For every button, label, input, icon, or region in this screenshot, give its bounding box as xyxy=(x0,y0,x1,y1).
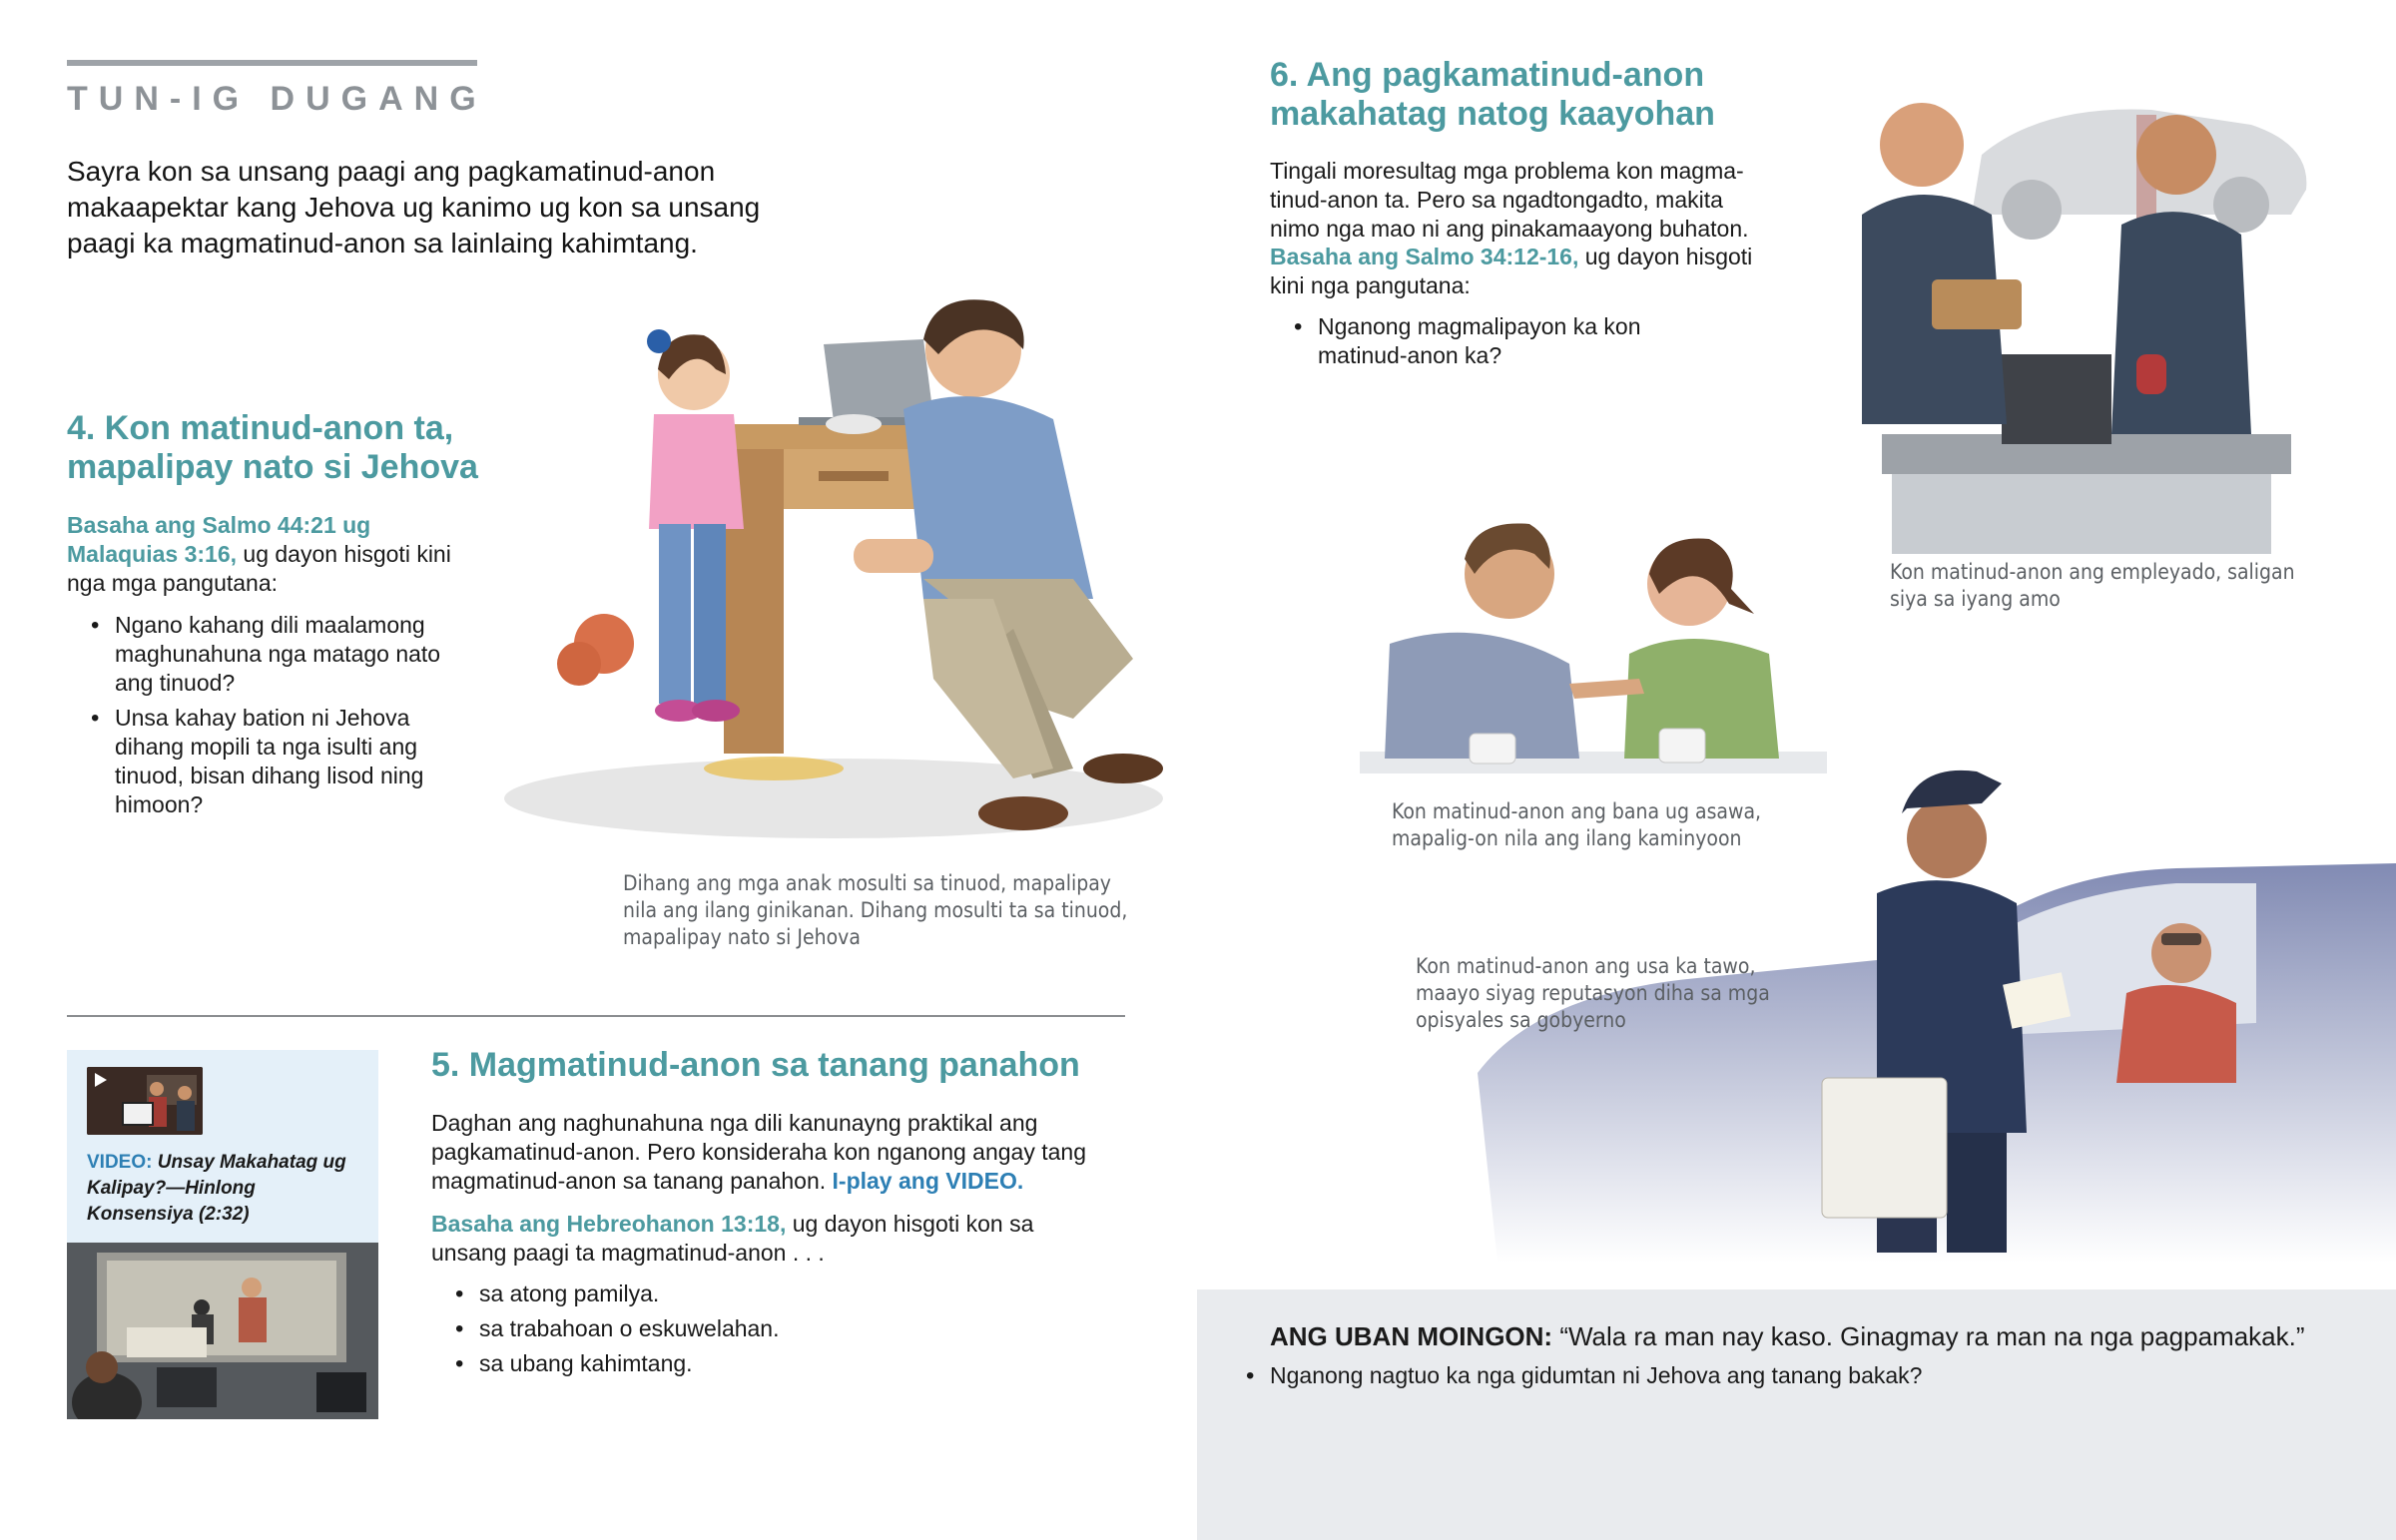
video-thumbnail-svg xyxy=(87,1067,203,1135)
couple-caption: Kon matinud-anon ang bana ug asawa, mapalig-on nila ang ilang kaminyoon xyxy=(1392,799,1762,850)
section-4-caption: Dihang ang mga anak mosulti sa tinuod, mapalipay nila ang ilang ginikanan. Dihang mosulti ta sa tinuod, mapalipay nato si Jehova xyxy=(623,871,1128,949)
section-5-title: 5. Magmatinud-anon sa tanang panahon xyxy=(431,1046,1080,1084)
section-4-scripture-link[interactable]: Basaha ang Salmo 44:21 ug Malaquias 3:16, xyxy=(67,512,371,567)
header-rule xyxy=(67,60,477,66)
intro-paragraph: Sayra kon sa unsang paagi ang pagkamatinud-anon makaapektar kang Jehova ug kanimo ug kon sa unsang paagi ka magmatinud-anon sa lainlaing kahimtang. xyxy=(67,156,761,258)
section-6-scripture-link[interactable]: Basaha ang Salmo 34:12-16, xyxy=(1270,244,1579,269)
section-5-reading xyxy=(431,1210,1070,1268)
couple-svg xyxy=(1360,514,1827,778)
section-5-item: • sa trabahoan o eskuwelahan. xyxy=(431,1314,930,1343)
section-6-questions xyxy=(1270,312,1689,376)
section-6-title xyxy=(1270,56,1829,134)
section-4-questions xyxy=(67,611,466,825)
section-5-item: • sa ubang kahimtang. xyxy=(431,1349,930,1378)
video-label[interactable] xyxy=(87,1150,366,1228)
video-still-image[interactable] xyxy=(67,1243,378,1419)
section-6-reading-tail: ug dayon hisgoti kini nga pangutana: xyxy=(1270,244,1753,298)
section-6-question: • Nganong magmalipayon ka kon matinud-anon ka? xyxy=(1270,312,1689,370)
section-5-scripture-link[interactable]: Basaha ang Hebreohanon 13:18, xyxy=(431,1211,787,1237)
section-4-question: • Unsa kahay bation ni Jehova dihang mopili ta nga isulti ang tinuod, bisan dihang lisod ning himoon? xyxy=(67,704,466,819)
father-daughter-illustration xyxy=(454,299,1168,853)
section-5-body-text: Daghan ang naghunahuna nga dili kanunayng praktikal ang pagkamatinud-anon. Pero konsideraha kon nganong angay tang magmatinud-anon sa tanang panahon. xyxy=(431,1110,1086,1194)
video-thumbnail[interactable] xyxy=(87,1067,203,1135)
father-daughter-svg xyxy=(454,299,1168,853)
section-5-body xyxy=(431,1109,1090,1196)
play-video-link[interactable]: I-play ang VIDEO. xyxy=(832,1168,1024,1194)
mechanics-svg xyxy=(1832,95,2311,554)
section-4-question: • Ngano kahang dili maalamong maghunahuna nga matago nato ang tinuod? xyxy=(67,611,466,698)
section-4-title-line1: 4. Kon matinud-anon ta, xyxy=(67,409,454,447)
video-tag: VIDEO: xyxy=(87,1152,153,1173)
section-6-body: Tingali moresultag mga problema kon magma-tinud-anon ta. Pero sa ngadtongadto, makita nimo nga mao ni ang pinakamaayong buhaton. xyxy=(1270,158,1749,242)
section-4-reading xyxy=(67,511,486,598)
video-duration: (2:32) xyxy=(198,1204,250,1225)
couple-illustration xyxy=(1360,514,1827,778)
section-divider xyxy=(67,1015,1125,1017)
section-4-reading-tail: ug dayon hisgoti kini nga mga pangutana: xyxy=(67,541,451,596)
others-say-box xyxy=(1197,1289,2396,1540)
section-6-title-line1: 6. Ang pagkamatinud-anon xyxy=(1270,56,1705,94)
officer-caption: Kon matinud-anon ang usa ka tawo, maayo siyag reputasyon diha sa mga opisyales sa gobyerno xyxy=(1416,954,1770,1032)
mechanics-illustration xyxy=(1832,95,2311,554)
video-title: Unsay Makahatag ug Kalipay?—Hinlong Konsensiya xyxy=(87,1152,346,1225)
section-5-item: • sa atong pamilya. xyxy=(431,1280,930,1308)
others-say-question-list xyxy=(1222,1361,2320,1396)
section-5-reading-tail: ug dayon hisgoti kon sa unsang paagi ta magmatinud-anon . . . xyxy=(431,1211,1034,1266)
section-6-reading xyxy=(1270,243,1769,300)
video-still-svg xyxy=(67,1243,378,1419)
section-6-title-line2: makahatag natog kaayohan xyxy=(1270,95,1715,133)
others-say-quote: “Wala ra man nay kaso. Ginagmay ra man na nga pagpamakak.” xyxy=(1559,1321,2305,1351)
others-say-label: ANG UBAN MOINGON: xyxy=(1270,1321,1553,1351)
employee-caption: Kon matinud-anon ang empleyado, saligan siya sa iyang amo xyxy=(1890,560,2295,611)
section-kicker: TUN-IG DUGANG xyxy=(67,80,487,118)
others-say-line xyxy=(1270,1319,2368,1353)
others-say-question: • Nganong nagtuo ka nga gidumtan ni Jehova ang tanang bakak? xyxy=(1222,1361,2320,1390)
section-5-list xyxy=(431,1280,930,1384)
section-4-title-line2: mapalipay nato si Jehova xyxy=(67,448,478,486)
video-card[interactable] xyxy=(67,1050,378,1419)
